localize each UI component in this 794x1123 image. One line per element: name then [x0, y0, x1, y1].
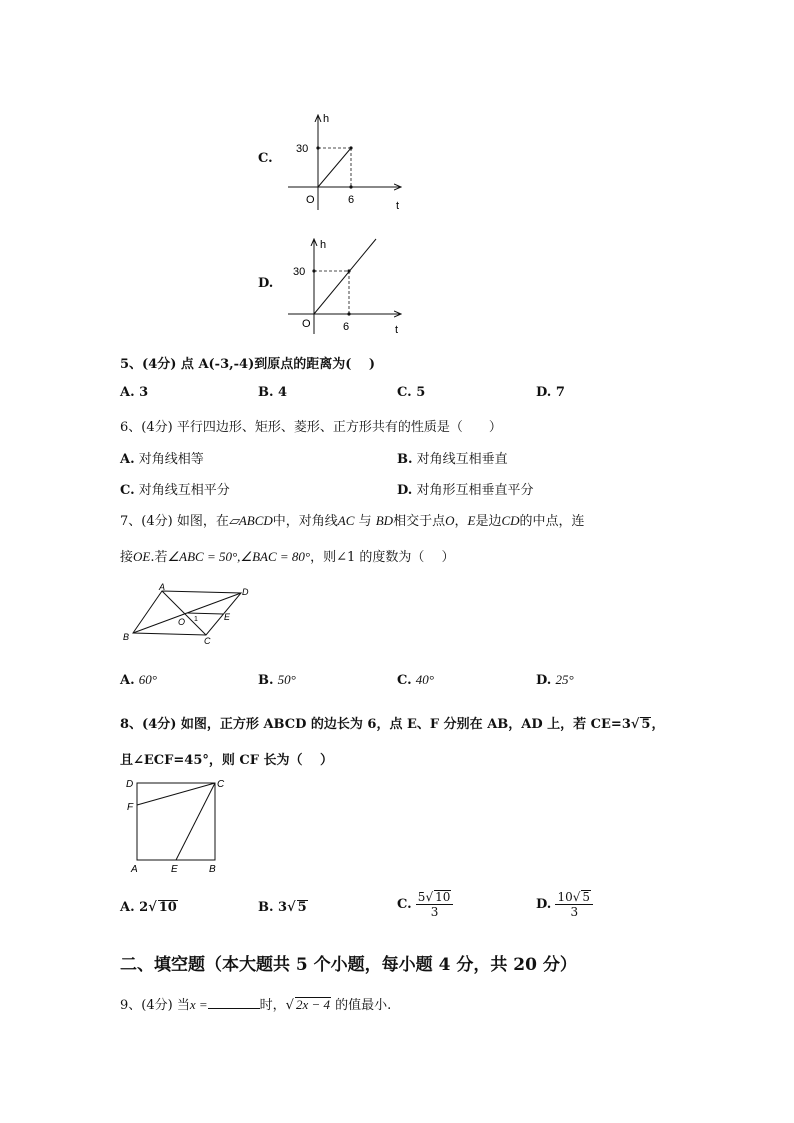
- q6-option-b: B. 对角线互相垂直: [397, 452, 508, 467]
- origin-label: O: [306, 194, 315, 206]
- q8-option-d: D. $\frac{10√ 5}{3}$: [536, 890, 593, 919]
- label-e: E: [224, 612, 231, 622]
- q5-option-c: C. 5: [397, 385, 426, 400]
- y-axis-label: h: [320, 239, 327, 251]
- y-tick-label: 30: [296, 143, 309, 155]
- label-e: E: [171, 864, 178, 875]
- q6-option-a: A. 对角线相等: [120, 452, 204, 467]
- q7-line-2: 接OE.若∠ABC = 50°,∠BAC = 80°，则∠1 的度数为（ ）: [120, 549, 455, 565]
- label-1: 1: [194, 616, 198, 623]
- graph-d-label: D.: [258, 276, 274, 291]
- label-o: O: [178, 617, 186, 627]
- q8-line-2: 且∠ECF=45°，则 CF 长为（ ）: [120, 753, 334, 768]
- graph-c-label: C.: [258, 151, 273, 166]
- q7-option-b: B. 50°: [258, 672, 296, 688]
- section-2-title: 二、填空题（本大题共 5 个小题，每小题 4 分，共 20 分）: [120, 955, 577, 975]
- x-tick-label: 6: [348, 194, 355, 206]
- graph-line: [318, 148, 351, 187]
- q8-option-b: B. 3√ 5: [258, 900, 307, 915]
- origin-label: O: [302, 318, 311, 330]
- x-axis-label: t: [396, 200, 400, 212]
- q7-parallelogram-figure: [118, 582, 258, 648]
- label-c: C: [217, 779, 225, 790]
- label-c: C: [204, 636, 211, 646]
- label-b: B: [209, 864, 216, 875]
- q6-option-c: C. 对角线互相平分: [120, 483, 230, 498]
- q5-option-a: A. 3: [120, 385, 149, 400]
- label-f: F: [127, 802, 134, 813]
- graph-d: [282, 234, 412, 339]
- q6-text: 6、(4分) 平行四边形、矩形、菱形、正方形共有的性质是（ ）: [120, 420, 502, 435]
- q6-option-d: D. 对角形互相垂直平分: [397, 483, 534, 498]
- graph-c: [282, 110, 412, 215]
- x-tick-label: 6: [343, 321, 350, 333]
- label-d: D: [126, 779, 134, 790]
- q5-option-d: D. 7: [536, 385, 565, 400]
- q9-answer-blank[interactable]: [208, 996, 260, 1009]
- q8-square-figure: [120, 775, 230, 875]
- q7-option-d: D. 25°: [536, 672, 574, 688]
- q5-text: 5、(4分) 点 A(-3,-4)到原点的距离为( ): [120, 357, 376, 372]
- label-a: A: [159, 582, 166, 592]
- label-b: B: [123, 632, 130, 642]
- q7-line-1: 7、(4分) 如图，在▱ABCD中，对角线AC 与 BD相交于点O，E是边CD的中点，连: [120, 513, 585, 529]
- y-tick-label: 30: [293, 266, 306, 278]
- q7-option-a: A. 60°: [120, 672, 157, 688]
- q8-option-c: C. $\frac{5√ 10}{3}$: [397, 890, 453, 919]
- q7-option-c: C. 40°: [397, 672, 434, 688]
- q8-line-1: 8、(4分) 如图，正方形 ABCD 的边长为 6，点 E、F 分别在 AB，AD 上，若 CE=3√ 5，: [120, 717, 665, 732]
- q5-option-b: B. 4: [258, 385, 288, 400]
- x-axis-label: t: [395, 324, 399, 336]
- label-d: D: [242, 587, 249, 597]
- q9-text: 9、(4分) 当x = 时，√ 2x − 4 的值最小.: [120, 997, 392, 1013]
- y-axis-label: h: [323, 113, 330, 125]
- label-a: A: [131, 864, 138, 875]
- q8-option-a: A. 2√ 10: [120, 900, 177, 915]
